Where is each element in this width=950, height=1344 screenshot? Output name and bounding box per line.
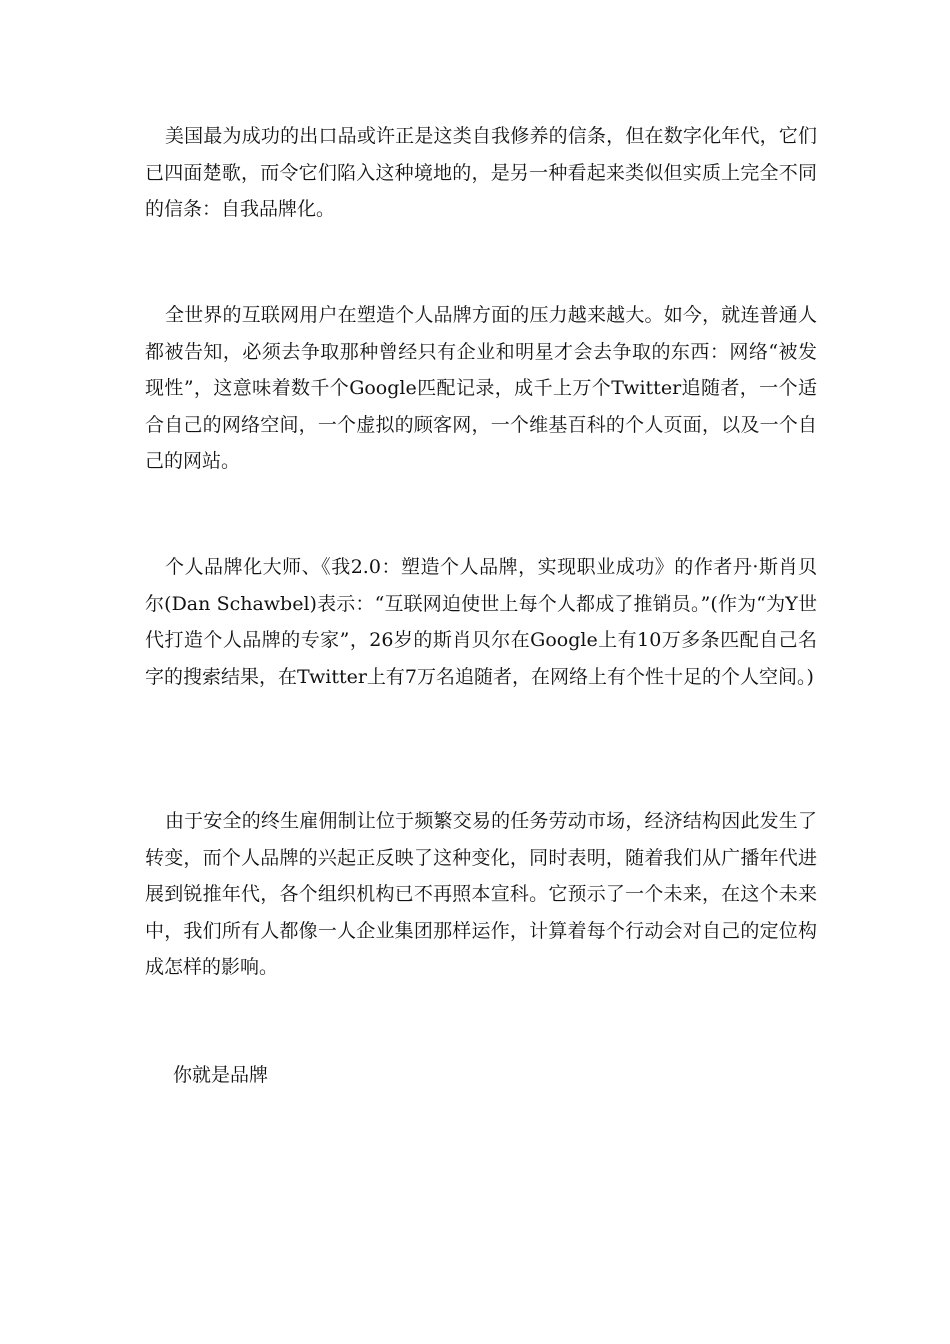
paragraph-personal-brand-pressure: 全世界的互联网用户在塑造个人品牌方面的压力越来越大。如今，就连普通人都被告知，必须去争取那种曾经只有企业和明星才会去争取的东西：网络“被发现性”，这意味着数千个Google匹配记录，成千上万个Twitter追随者，一个适合自己的网络空间，一个虚拟的顾客网，一个维基百科的个人页面，以及一个自己的网站。	[145, 304, 817, 472]
paragraph-schawbel-quote: 个人品牌化大师、《我2.0：塑造个人品牌，实现职业成功》的作者丹·斯肖贝尔(Dan Schawbel)表示：“互联网迫使世上每个人都成了推销员。”(作为“为Y世代打造个人品牌的专家”，26岁的斯肖贝尔在Google上有10万多条匹配自己名字的搜索结果，在Twitter上有7万名追随者，在网络上有个性十足的个人空间。)	[145, 556, 817, 688]
section-heading: 你就是品牌	[173, 1064, 269, 1086]
paragraph-self-cultivation: 美国最为成功的出口品或许正是这类自我修养的信条，但在数字化年代，它们已四面楚歌，而令它们陷入这种境地的，是另一种看起来类似但实质上完全不同的信条：自我品牌化。	[145, 125, 817, 220]
paragraph-economic-shift: 由于安全的终生雇佣制让位于频繁交易的任务劳动市场，经济结构因此发生了转变，而个人品牌的兴起正反映了这种变化，同时表明，随着我们从广播年代进展到锐推年代，各个组织机构已不再照本宣科。它预示了一个未来，在这个未来中，我们所有人都像一人企业集团那样运作，计算着每个行动会对自己的定位构成怎样的影响。	[145, 810, 817, 978]
